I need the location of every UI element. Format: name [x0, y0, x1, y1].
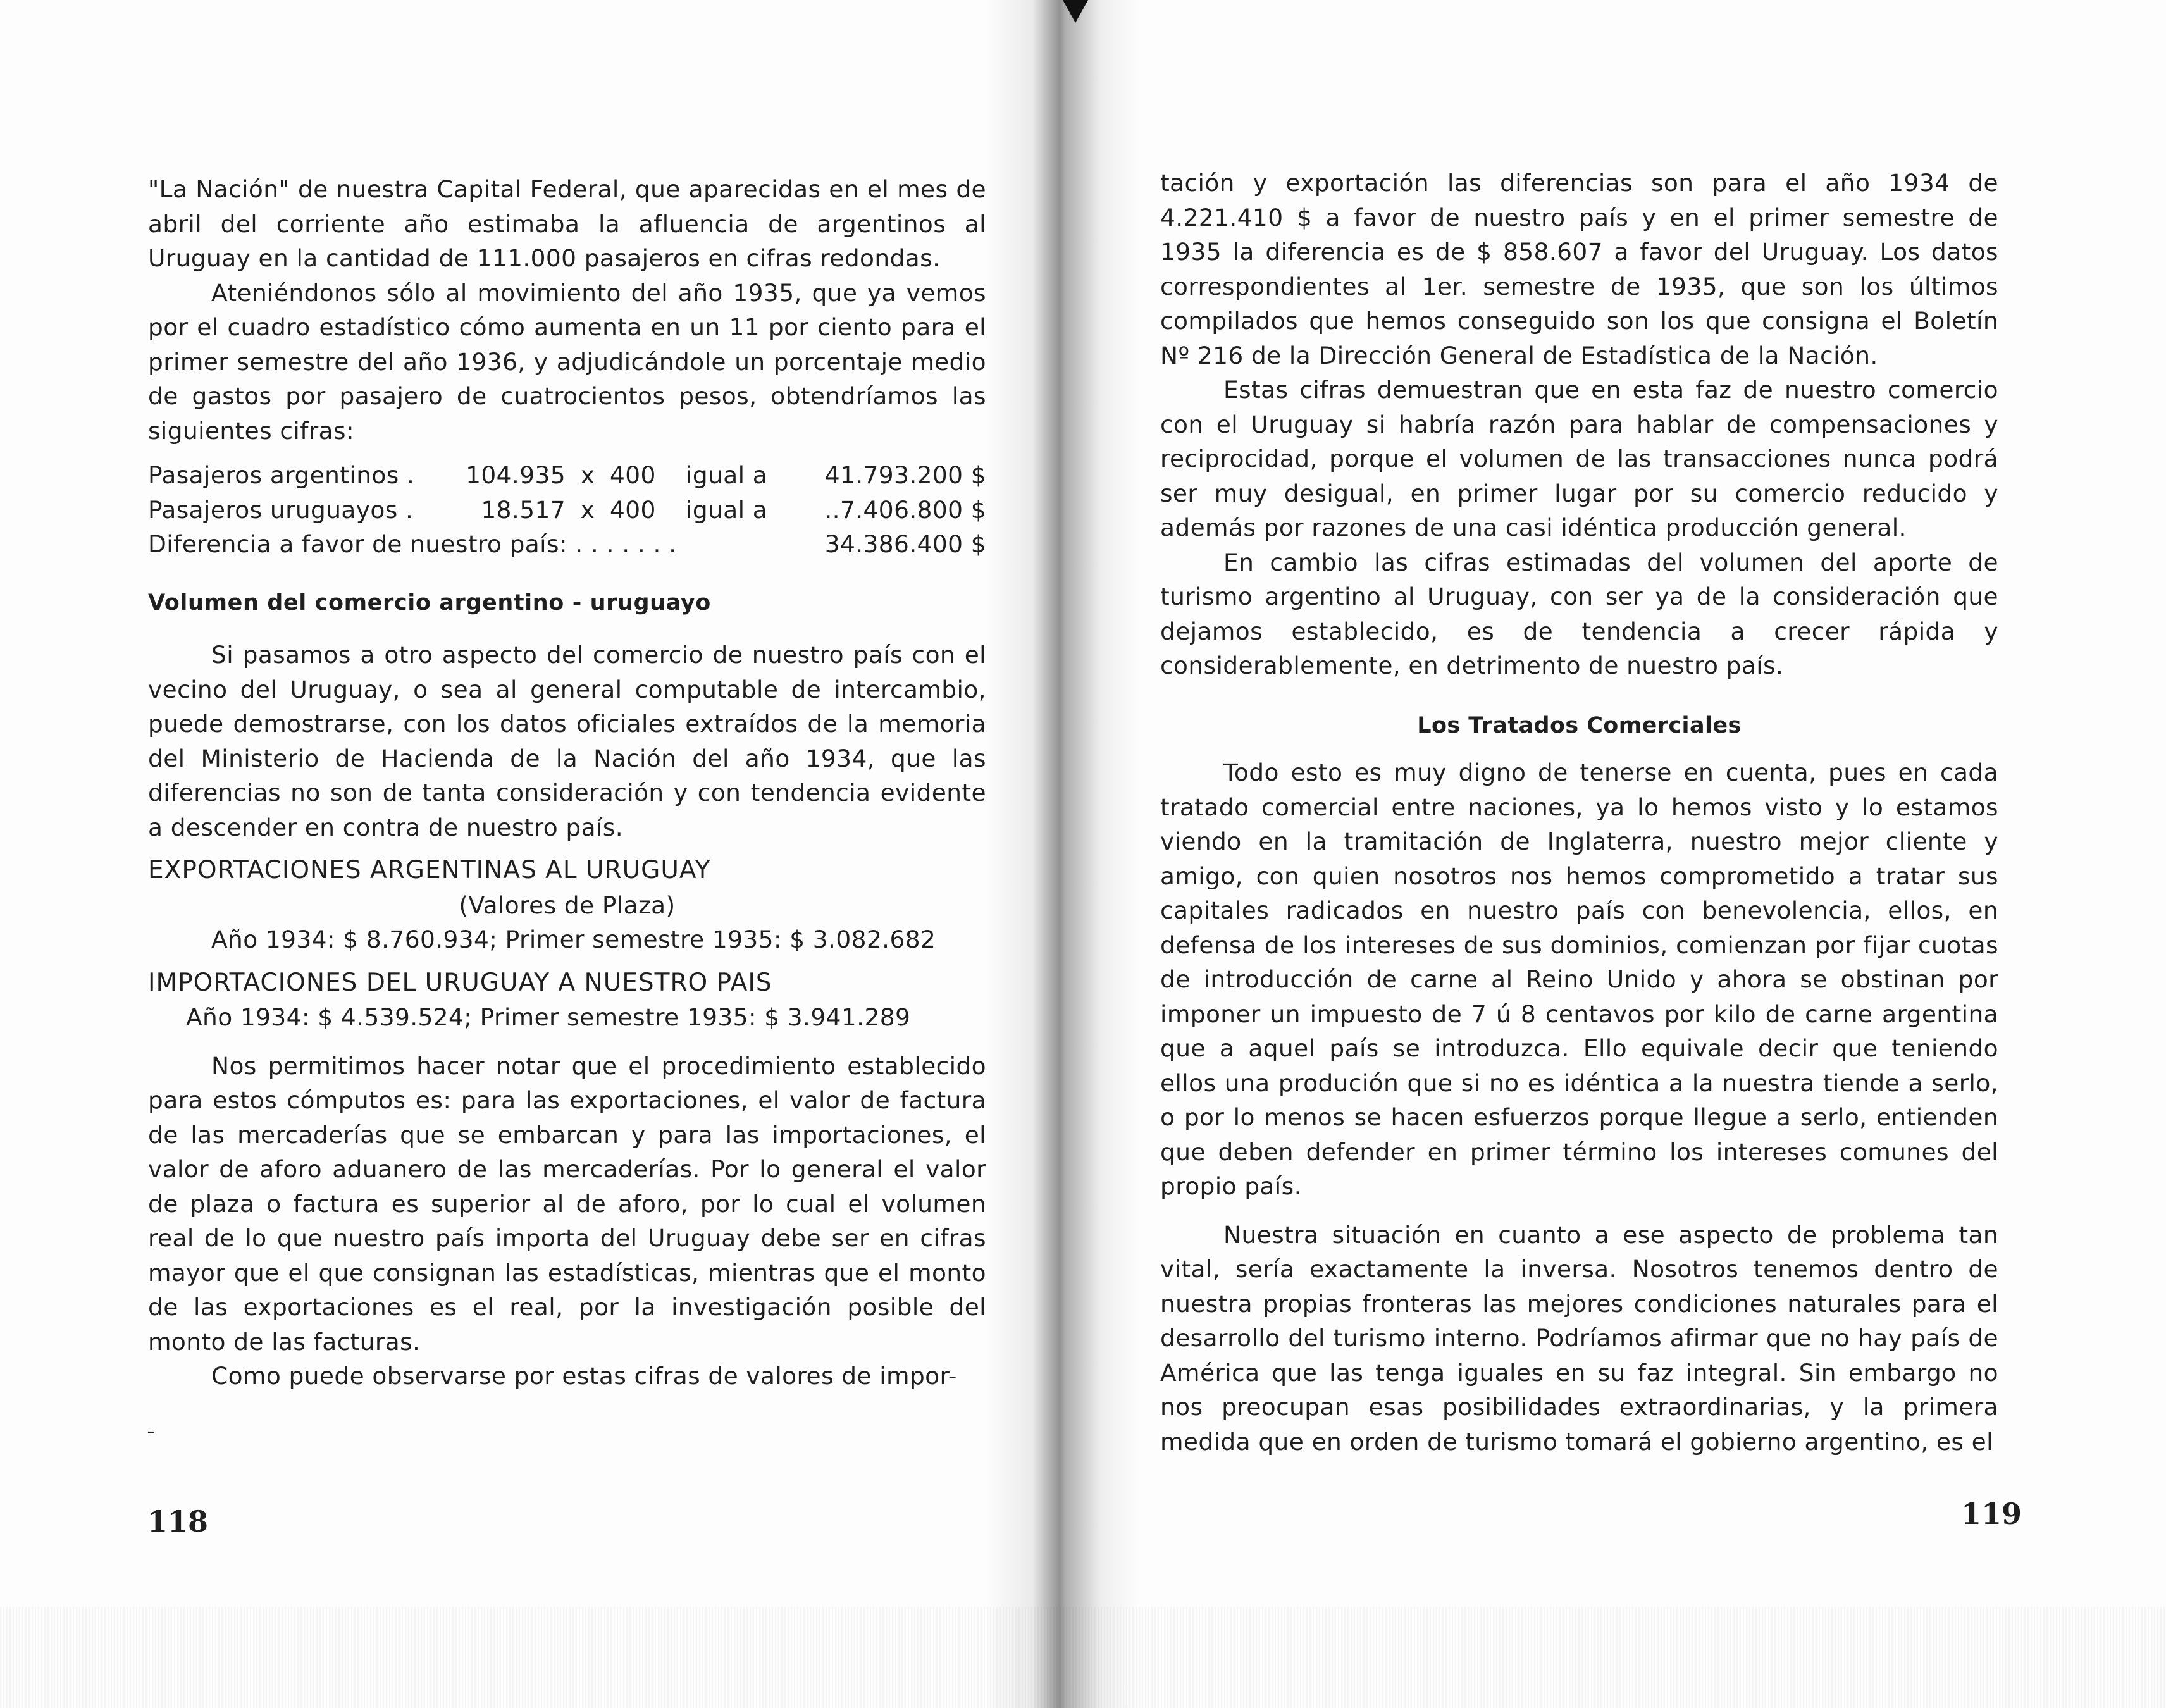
section-heading: Volumen del comercio argentino - uruguayo — [148, 590, 711, 616]
scan-noise — [0, 1607, 2166, 1708]
table-cell-amount: 104.935 — [466, 461, 566, 489]
exports-heading: EXPORTACIONES ARGENTINAS AL URUGUAY — [148, 856, 711, 884]
table-cell-multiplier: 400 — [610, 461, 656, 489]
left-page-text — [148, 172, 986, 1394]
imports-values: Año 1934: $ 4.539.524; Primer semestre 1935: $ 3.941.289 — [186, 1003, 911, 1031]
paragraph: Nuestra situación en cuanto a ese aspecto de problema tan vital, sería exactamente la inversa. Nosotros tenemos dentro de nuestra propias fronteras las mejores condiciones naturales para el desarrollo del turismo interno. Podríamos afirmar que no hay país de América que las tenga iguales en su faz integral. Sin embargo no nos preocupan esas posibilidades extraordinarias, y la primera medida que en orden de turismo tomará el gobierno argentino, es el — [1160, 1220, 1998, 1456]
paragraph: Ateniéndonos sólo al movimiento del año 1935, que ya vemos por el cuadro estadístico cómo aumenta en un 11 por ciento para el primer semestre del año 1936, y adjudicándole un porcentaje medio de gastos por pasajero de cuatrocientos pesos, obtendríamos las siguientes cifras: — [148, 278, 986, 445]
table-cell-multiplier: 400 — [610, 495, 656, 524]
imports-heading: IMPORTACIONES DEL URUGUAY A NUESTRO PAIS — [148, 968, 772, 997]
page-number: 119 — [1961, 1497, 2022, 1531]
stray-mark: - — [147, 1417, 156, 1445]
paragraph: Como puede observarse por estas cifras de valores de impor- — [211, 1362, 957, 1390]
table-row-difference — [148, 527, 986, 562]
book-gutter — [987, 0, 1139, 1708]
right-page-text — [1160, 166, 1998, 1459]
table-cell-result: ..7.406.800 $ — [824, 495, 986, 524]
table-row — [148, 458, 986, 493]
book-spine-mark — [1063, 0, 1088, 23]
table-row — [148, 493, 986, 528]
paragraph: tación y exportación las diferencias son para el año 1934 de 4.221.410 $ a favor de nuestro país y en el primer semestre de 1935 la diferencia es de $ 858.607 a favor del Uruguay. Los datos correspondientes al 1er. semestre de 1935, que son los últimos compilados que hemos conseguido son los que consigna el Boletín Nº 216 de la Dirección General de Estadística de la Nación. — [1160, 169, 1998, 369]
paragraph: "La Nación" de nuestra Capital Federal, que aparecidas en el mes de abril del corriente año estimaba la afluencia de argentinos al Uruguay en la cantidad de 111.000 pasajeros en cifras redondas. — [148, 175, 986, 272]
table-cell-equals: igual a — [686, 495, 768, 524]
paragraph: Todo esto es muy digno de tenerse en cuenta, pues en cada tratado comercial entre naciones, ya lo hemos visto y lo estamos viendo en la tramitación de Inglaterra, nuestro mejor cliente y amigo, con quien nosotros nos hemos comprometido a tratar sus capitales radicados en nuestro país con benevolencia, ellos, en defensa de los intereses de sus dominios, comienzan por fijar cuotas de introducción de carne al Reino Unido y ahora se obstinan por imponer un impuesto de 7 ú 8 centavos por kilo de carne argentina que a aquel país se introduzca. Ello equivale decir que teniendo ellos una produción que si no es idéntica a la nuestra tiende a serlo, o por lo menos se hacen esfuerzos porque llegue a serlo, entienden que deben defender en primer término los intereses comunes del propio país. — [1160, 758, 1998, 1200]
passenger-figures-table — [148, 458, 986, 562]
exports-subheading: (Valores de Plaza) — [459, 891, 676, 919]
table-cell-equals: igual a — [686, 461, 768, 489]
table-cell-times: x — [580, 495, 595, 524]
paragraph: Nos permitimos hacer notar que el procedimiento establecido para estos cómputos es: para las exportaciones, el valor de factura de las mercaderías que se embarcan y para las importaciones, el valor de aforo aduanero de las mercaderías. Por lo general el valor de plaza o factura es superior al de aforo, por lo cual el volumen real de lo que nuestro país importa del Uruguay debe ser en cifras mayor que el que consignan las estadísticas, mientras que el monto de las exportaciones es el real, por la investigación posible del monto de las facturas. — [148, 1051, 986, 1356]
table-cell-label: Pasajeros argentinos . — [148, 461, 415, 489]
difference-value: 34.386.400 $ — [824, 530, 986, 558]
difference-label: Diferencia a favor de nuestro país: . . . . . . . — [148, 530, 677, 558]
table-cell-result: 41.793.200 $ — [824, 461, 986, 489]
table-cell-label: Pasajeros uruguayos . — [148, 495, 414, 524]
section-heading: Los Tratados Comerciales — [1417, 712, 1742, 738]
table-cell-times: x — [580, 461, 595, 489]
paragraph: Estas cifras demuestran que en esta faz de nuestro comercio con el Uruguay si habría razón para hablar de compensaciones y reciprocidad, porque el volumen de las transacciones nunca podrá ser muy desigual, en primer lugar por su comercio reducido y además por razones de una casi idéntica producción general. — [1160, 376, 1998, 541]
exports-values: Año 1934: $ 8.760.934; Primer semestre 1935: $ 3.082.682 — [211, 925, 936, 953]
paragraph: En cambio las cifras estimadas del volumen del aporte de turismo argentino al Uruguay, con ser ya de la consideración que dejamos establecido, es de tendencia a crecer rápida y considerablemente, en detrimento de nuestro país. — [1160, 548, 1998, 679]
page-number: 118 — [147, 1504, 209, 1538]
table-cell-amount: 18.517 — [481, 495, 566, 524]
paragraph: Si pasamos a otro aspecto del comercio de nuestro país con el vecino del Uruguay, o sea al general computable de intercambio, puede demostrarse, con los datos oficiales extraídos de la memoria del Ministerio de Hacienda de la Nación del año 1934, que las diferencias no son de tanta consideración y con tendencia evidente a descender en contra de nuestro país. — [148, 641, 986, 841]
